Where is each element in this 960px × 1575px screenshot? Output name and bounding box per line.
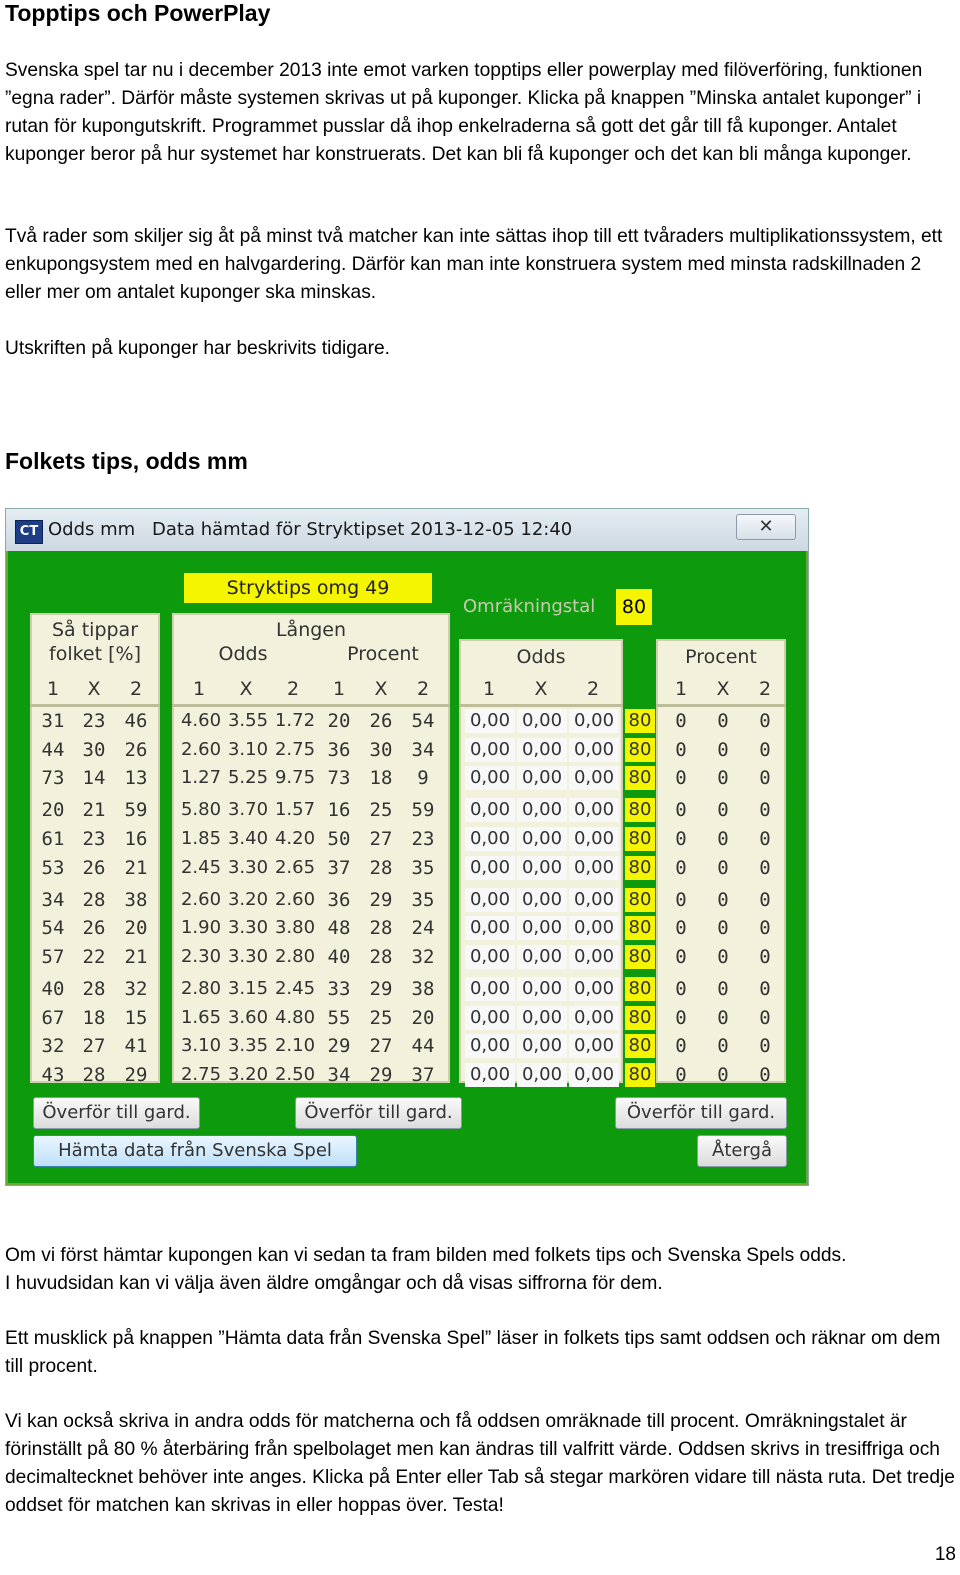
langen-odds-cell: 2.45	[180, 856, 222, 878]
langen-odds-cell: 3.20	[227, 1063, 269, 1085]
user-odds-input[interactable]: 0,00	[517, 738, 567, 762]
folk-tips-cell: 32	[41, 1035, 65, 1058]
row-factor-cell[interactable]: 80	[625, 977, 655, 1001]
langen-odds-cell: 5.25	[227, 767, 269, 789]
langen-procent-cell: 48	[327, 917, 351, 940]
folk-tips-cell: 23	[82, 827, 106, 850]
divider	[30, 704, 160, 707]
user-procent-cell: 0	[759, 710, 771, 732]
user-procent-cell: 0	[759, 1006, 771, 1029]
langen-odds-cell: 2.30	[180, 945, 222, 967]
window-title: Odds mm	[48, 519, 136, 540]
user-procent-cell: 0	[759, 767, 771, 790]
folk-tips-cell: 28	[82, 888, 106, 911]
langen-procent-cell: 54	[411, 710, 435, 732]
user-procent-cell: 0	[717, 767, 729, 790]
langen-procent-cell: 20	[327, 710, 351, 732]
langen-procent-cell: 34	[327, 1063, 351, 1086]
user-odds-input[interactable]: 0,00	[569, 856, 619, 880]
folk-tips-cell: 30	[82, 738, 106, 761]
langen-procent-cell: 16	[327, 799, 351, 822]
folk-tips-cell: 21	[124, 856, 148, 879]
user-odds-input[interactable]: 0,00	[465, 738, 515, 762]
folk-tips-cell: 14	[82, 767, 106, 790]
folk-tips-cell: 13	[124, 767, 148, 790]
column-header: X	[87, 678, 101, 700]
user-odds-input[interactable]: 0,00	[465, 709, 515, 733]
user-procent-cell: 0	[717, 1006, 729, 1029]
langen-procent-header: Procent	[347, 643, 419, 665]
paragraph: Två rader som skiljer sig åt på minst två matcher kan inte sättas ihop till ett tvåraders multiplikationssystem, ett enkupongsystem med en halvgardering. Därför kan man inte konstruera system med minsta radskillnaden 2 eller mer om antalet kuponger ska minskas.	[5, 226, 943, 303]
langen-procent-cell: 35	[411, 888, 435, 911]
langen-odds-cell: 1.57	[274, 799, 316, 821]
user-odds-input[interactable]: 0,00	[465, 856, 515, 880]
user-procent-cell: 0	[759, 945, 771, 968]
user-odds-input[interactable]: 0,00	[465, 1034, 515, 1058]
user-procent-cell: 0	[717, 856, 729, 879]
transfer-folk-button[interactable]: Överför till gard.	[33, 1097, 200, 1129]
user-procent-cell: 0	[717, 977, 729, 1000]
close-icon[interactable]: ✕	[736, 514, 796, 540]
row-factor-cell[interactable]: 80	[625, 827, 655, 851]
langen-odds-cell: 2.60	[274, 888, 316, 910]
langen-procent-cell: 37	[411, 1063, 435, 1086]
folk-tips-cell: 32	[124, 977, 148, 1000]
paragraph: Svenska spel tar nu i december 2013 inte emot varken topptips eller powerplay med filöverföring, funktionen ”egna rader”. Därför måste systemen skrivas ut på kuponger. Klicka på knappen ”Minska antalet kuponger” i rutan för kupongutskrift. Programmet pusslar då ihop enkelraderna så gott det går till få kuponger. Antalet kuponger beror på hur systemet har konstruerats. Det kan bli få kuponger och det kan bli många kuponger.	[5, 60, 923, 165]
langen-odds-cell: 3.10	[180, 1035, 222, 1057]
column-header: X	[374, 678, 388, 700]
user-odds-input[interactable]: 0,00	[517, 916, 567, 940]
langen-procent-cell: 20	[411, 1006, 435, 1029]
transfer-langen-button[interactable]: Överför till gard.	[295, 1097, 462, 1129]
user-procent-cell: 0	[759, 856, 771, 879]
folk-tips-cell: 54	[41, 917, 65, 940]
langen-procent-cell: 9	[417, 767, 429, 790]
langen-odds-cell: 1.27	[180, 767, 222, 789]
folk-tips-cell: 41	[124, 1035, 148, 1058]
langen-procent-cell: 34	[411, 738, 435, 761]
user-procent-cell: 0	[759, 827, 771, 850]
langen-odds-cell: 2.45	[274, 977, 316, 999]
folk-tips-cell: 73	[41, 767, 65, 790]
langen-procent-cell: 27	[369, 1035, 393, 1058]
langen-odds-cell: 9.75	[274, 767, 316, 789]
paragraph: Utskriften på kuponger har beskrivits tidigare.	[5, 338, 390, 359]
langen-procent-cell: 59	[411, 799, 435, 822]
paragraph: I huvudsidan kan vi välja även äldre omgångar och då visas siffrorna för dem.	[5, 1273, 663, 1294]
langen-procent-cell: 36	[327, 888, 351, 911]
folk-tips-cell: 61	[41, 827, 65, 850]
row-factor-cell[interactable]: 80	[625, 766, 655, 790]
user-procent-cell: 0	[675, 827, 687, 850]
langen-odds-cell: 2.80	[274, 945, 316, 967]
user-procent-cell: 0	[759, 917, 771, 940]
langen-odds-cell: 4.80	[274, 1006, 316, 1028]
odds-window	[5, 508, 809, 1186]
langen-odds-cell: 3.20	[227, 888, 269, 910]
user-odds-input[interactable]: 0,00	[465, 1063, 515, 1087]
user-odds-input[interactable]: 0,00	[569, 1034, 619, 1058]
langen-procent-cell: 50	[327, 827, 351, 850]
langen-odds-cell: 1.85	[180, 827, 222, 849]
column-header: 1	[482, 678, 496, 700]
langen-odds-cell: 2.60	[180, 888, 222, 910]
folk-tips-cell: 26	[124, 738, 148, 761]
user-odds-input[interactable]: 0,00	[465, 916, 515, 940]
langen-procent-cell: 30	[369, 738, 393, 761]
user-odds-header: Odds	[516, 646, 566, 668]
folk-tips-cell: 28	[82, 977, 106, 1000]
folk-tips-cell: 53	[41, 856, 65, 879]
user-procent-cell: 0	[759, 1035, 771, 1058]
langen-odds-cell: 3.55	[227, 710, 269, 731]
langen-odds-cell: 1.72	[274, 710, 316, 731]
window-titlebar	[6, 509, 808, 551]
fetch-svenska-spel-button[interactable]: Hämta data från Svenska Spel	[33, 1135, 357, 1167]
folk-header-line2: folket [%]	[49, 643, 141, 665]
paragraph: Om vi först hämtar kupongen kan vi sedan ta fram bilden med folkets tips och Svenska Spels odds.	[5, 1245, 847, 1266]
folk-tips-cell: 31	[41, 710, 65, 732]
langen-procent-cell: 37	[327, 856, 351, 879]
langen-odds-cell: 2.80	[180, 977, 222, 999]
langen-procent-cell: 33	[327, 977, 351, 1000]
user-procent-cell: 0	[717, 710, 729, 732]
langen-odds-cell: 3.30	[227, 917, 269, 939]
user-odds-input[interactable]: 0,00	[569, 1006, 619, 1030]
user-odds-input[interactable]: 0,00	[569, 888, 619, 912]
user-procent-cell: 0	[675, 945, 687, 968]
page-number: 18	[934, 1544, 956, 1565]
folk-tips-cell: 21	[82, 799, 106, 822]
column-header: 2	[586, 678, 600, 700]
user-procent-cell: 0	[675, 1006, 687, 1029]
user-odds-input[interactable]: 0,00	[569, 798, 619, 822]
langen-procent-cell: 28	[369, 917, 393, 940]
user-procent-cell: 0	[675, 710, 687, 732]
user-procent-cell: 0	[675, 856, 687, 879]
langen-procent-cell: 25	[369, 799, 393, 822]
round-label: Stryktips omg 49	[184, 573, 432, 603]
langen-procent-cell: 38	[411, 977, 435, 1000]
folk-tips-cell: 44	[41, 738, 65, 761]
langen-odds-cell: 1.65	[180, 1006, 222, 1028]
langen-procent-cell: 29	[327, 1035, 351, 1058]
langen-procent-cell: 32	[411, 945, 435, 968]
user-odds-input[interactable]: 0,00	[569, 738, 619, 762]
folk-header-line1: Så tippar	[51, 619, 139, 641]
column-header: 2	[758, 678, 772, 700]
folk-tips-cell: 18	[82, 1006, 106, 1029]
user-odds-input[interactable]: 0,00	[517, 977, 567, 1001]
langen-odds-cell: 2.50	[274, 1063, 316, 1085]
column-header: X	[716, 678, 730, 700]
user-odds-input[interactable]: 0,00	[569, 945, 619, 969]
row-factor-cell[interactable]: 80	[625, 738, 655, 762]
folk-tips-cell: 26	[82, 856, 106, 879]
row-factor-cell[interactable]: 80	[625, 916, 655, 940]
conversion-label: Omräkningstal	[463, 596, 596, 617]
folk-tips-cell: 27	[82, 1035, 106, 1058]
langen-procent-cell: 29	[369, 888, 393, 911]
langen-procent-cell: 29	[369, 977, 393, 1000]
divider	[172, 704, 450, 707]
folk-tips-cell: 59	[124, 799, 148, 822]
column-header: 2	[129, 678, 143, 700]
folk-tips-cell: 57	[41, 945, 65, 968]
langen-odds-cell: 4.20	[274, 827, 316, 849]
user-odds-input[interactable]: 0,00	[517, 888, 567, 912]
langen-odds-header: Odds	[218, 643, 268, 665]
conversion-input[interactable]: 80	[616, 589, 652, 625]
user-odds-input[interactable]: 0,00	[517, 1034, 567, 1058]
row-factor-cell[interactable]: 80	[625, 888, 655, 912]
langen-procent-cell: 35	[411, 856, 435, 879]
folk-tips-cell: 38	[124, 888, 148, 911]
app-icon: CT	[15, 520, 43, 544]
folk-tips-cell: 67	[41, 1006, 65, 1029]
column-header: 2	[286, 678, 300, 700]
langen-procent-cell: 28	[369, 945, 393, 968]
langen-odds-cell: 5.80	[180, 799, 222, 821]
user-odds-input[interactable]: 0,00	[569, 1063, 619, 1087]
folk-tips-cell: 15	[124, 1006, 148, 1029]
langen-procent-cell: 23	[411, 827, 435, 850]
column-header: 2	[416, 678, 430, 700]
user-procent-cell: 0	[717, 1035, 729, 1058]
user-odds-input[interactable]: 0,00	[517, 856, 567, 880]
user-odds-input[interactable]: 0,00	[465, 888, 515, 912]
user-procent-cell: 0	[675, 917, 687, 940]
user-odds-input[interactable]: 0,00	[517, 709, 567, 733]
user-procent-cell: 0	[675, 977, 687, 1000]
user-procent-cell: 0	[675, 738, 687, 761]
user-odds-input[interactable]: 0,00	[517, 798, 567, 822]
user-procent-cell: 0	[675, 1035, 687, 1058]
data-fetched-label: Data hämtad för Stryktipset 2013-12-05 12:40	[152, 519, 573, 540]
row-factor-cell[interactable]: 80	[625, 945, 655, 969]
langen-procent-cell: 55	[327, 1006, 351, 1029]
row-factor-cell[interactable]: 80	[625, 856, 655, 880]
user-odds-input[interactable]: 0,00	[465, 945, 515, 969]
folk-tips-cell: 46	[124, 710, 148, 732]
langen-procent-cell: 40	[327, 945, 351, 968]
user-odds-input[interactable]: 0,00	[569, 709, 619, 733]
user-procent-cell: 0	[759, 1063, 771, 1086]
row-factor-cell[interactable]: 80	[625, 709, 655, 733]
langen-odds-cell: 4.60	[180, 710, 222, 731]
langen-odds-cell: 2.75	[180, 1063, 222, 1085]
row-factor-cell[interactable]: 80	[625, 1063, 655, 1087]
user-odds-input[interactable]: 0,00	[465, 798, 515, 822]
back-button[interactable]: Återgå	[697, 1135, 787, 1167]
user-odds-input[interactable]: 0,00	[465, 977, 515, 1001]
user-odds-input[interactable]: 0,00	[569, 766, 619, 790]
user-odds-input[interactable]: 0,00	[569, 827, 619, 851]
user-procent-cell: 0	[675, 767, 687, 790]
user-procent-cell: 0	[759, 888, 771, 911]
langen-odds-cell: 3.15	[227, 977, 269, 999]
langen-header: Lången	[275, 619, 347, 641]
section-heading: Topptips och PowerPlay	[5, 0, 271, 26]
langen-odds-cell: 3.30	[227, 856, 269, 878]
user-odds-input[interactable]: 0,00	[569, 977, 619, 1001]
langen-procent-cell: 27	[369, 827, 393, 850]
row-factor-cell[interactable]: 80	[625, 1034, 655, 1058]
user-procent-cell: 0	[759, 799, 771, 822]
langen-odds-cell: 3.35	[227, 1035, 269, 1057]
user-procent-cell: 0	[717, 945, 729, 968]
column-header: 1	[332, 678, 346, 700]
column-header: X	[239, 678, 253, 700]
langen-odds-cell: 2.65	[274, 856, 316, 878]
langen-procent-cell: 73	[327, 767, 351, 790]
paragraph: Ett musklick på knappen ”Hämta data från Svenska Spel” läser in folkets tips samt oddsen och räknar om dem till procent.	[5, 1328, 941, 1377]
langen-procent-cell: 26	[369, 710, 393, 732]
user-procent-cell: 0	[717, 917, 729, 940]
folk-tips-cell: 20	[124, 917, 148, 940]
user-odds-input[interactable]: 0,00	[517, 827, 567, 851]
langen-odds-cell: 3.60	[227, 1006, 269, 1028]
user-procent-cell: 0	[759, 738, 771, 761]
langen-procent-cell: 25	[369, 1006, 393, 1029]
column-header: 1	[46, 678, 60, 700]
folk-tips-cell: 29	[124, 1063, 148, 1086]
user-odds-input[interactable]: 0,00	[517, 1006, 567, 1030]
section-heading: Folkets tips, odds mm	[5, 448, 248, 474]
user-odds-input[interactable]: 0,00	[465, 827, 515, 851]
user-procent-cell: 0	[717, 827, 729, 850]
column-header: X	[534, 678, 548, 700]
folk-tips-cell: 26	[82, 917, 106, 940]
user-procent-cell: 0	[717, 1063, 729, 1086]
user-procent-cell: 0	[675, 888, 687, 911]
langen-procent-cell: 28	[369, 856, 393, 879]
langen-odds-cell: 3.30	[227, 945, 269, 967]
row-factor-cell[interactable]: 80	[625, 798, 655, 822]
user-odds-input[interactable]: 0,00	[465, 1006, 515, 1030]
column-header: 1	[192, 678, 206, 700]
user-procent-cell: 0	[717, 738, 729, 761]
user-procent-cell: 0	[675, 1063, 687, 1086]
user-procent-header: Procent	[685, 646, 757, 668]
langen-odds-cell: 1.90	[180, 917, 222, 939]
folk-tips-cell: 21	[124, 945, 148, 968]
folk-tips-cell: 23	[82, 710, 106, 732]
user-procent-cell: 0	[675, 799, 687, 822]
row-factor-cell[interactable]: 80	[625, 1006, 655, 1030]
folk-tips-cell: 34	[41, 888, 65, 911]
langen-odds-cell: 3.40	[227, 827, 269, 849]
langen-odds-cell: 2.10	[274, 1035, 316, 1057]
folk-tips-cell: 43	[41, 1063, 65, 1086]
transfer-odds-button[interactable]: Överför till gard.	[615, 1097, 787, 1129]
column-header: 1	[674, 678, 688, 700]
folk-tips-cell: 28	[82, 1063, 106, 1086]
user-odds-input[interactable]: 0,00	[569, 916, 619, 940]
user-procent-cell: 0	[717, 799, 729, 822]
user-odds-input[interactable]: 0,00	[517, 945, 567, 969]
langen-odds-cell: 3.10	[227, 738, 269, 760]
folk-tips-cell: 40	[41, 977, 65, 1000]
langen-procent-cell: 36	[327, 738, 351, 761]
user-procent-cell: 0	[759, 977, 771, 1000]
user-odds-input[interactable]: 0,00	[517, 766, 567, 790]
folk-tips-cell: 22	[82, 945, 106, 968]
user-procent-cell: 0	[717, 888, 729, 911]
folk-tips-cell: 20	[41, 799, 65, 822]
langen-odds-cell: 2.75	[274, 738, 316, 760]
langen-procent-cell: 44	[411, 1035, 435, 1058]
langen-procent-cell: 18	[369, 767, 393, 790]
folk-tips-cell: 16	[124, 827, 148, 850]
langen-odds-cell: 3.70	[227, 799, 269, 821]
langen-procent-cell: 29	[369, 1063, 393, 1086]
user-odds-input[interactable]: 0,00	[465, 766, 515, 790]
window-client	[8, 551, 806, 1183]
langen-procent-cell: 24	[411, 917, 435, 940]
paragraph: Vi kan också skriva in andra odds för matcherna och få oddsen omräknade till procent. Omräkningstalet är förinställt på 80 % återbäring från spelbolaget men kan ändras till valfritt värde. Oddsen skrivs in tresiffriga och decimaltecknet behöver inte anges. Klicka på Enter eller Tab så stegar markören vidare till nästa ruta. Det tredje oddset för matchen kan skrivas in eller hoppas över. Testa!	[5, 1411, 955, 1516]
divider	[656, 704, 786, 707]
langen-odds-cell: 2.60	[180, 738, 222, 760]
divider	[459, 704, 623, 707]
user-odds-input[interactable]: 0,00	[517, 1063, 567, 1087]
langen-odds-cell: 3.80	[274, 917, 316, 939]
